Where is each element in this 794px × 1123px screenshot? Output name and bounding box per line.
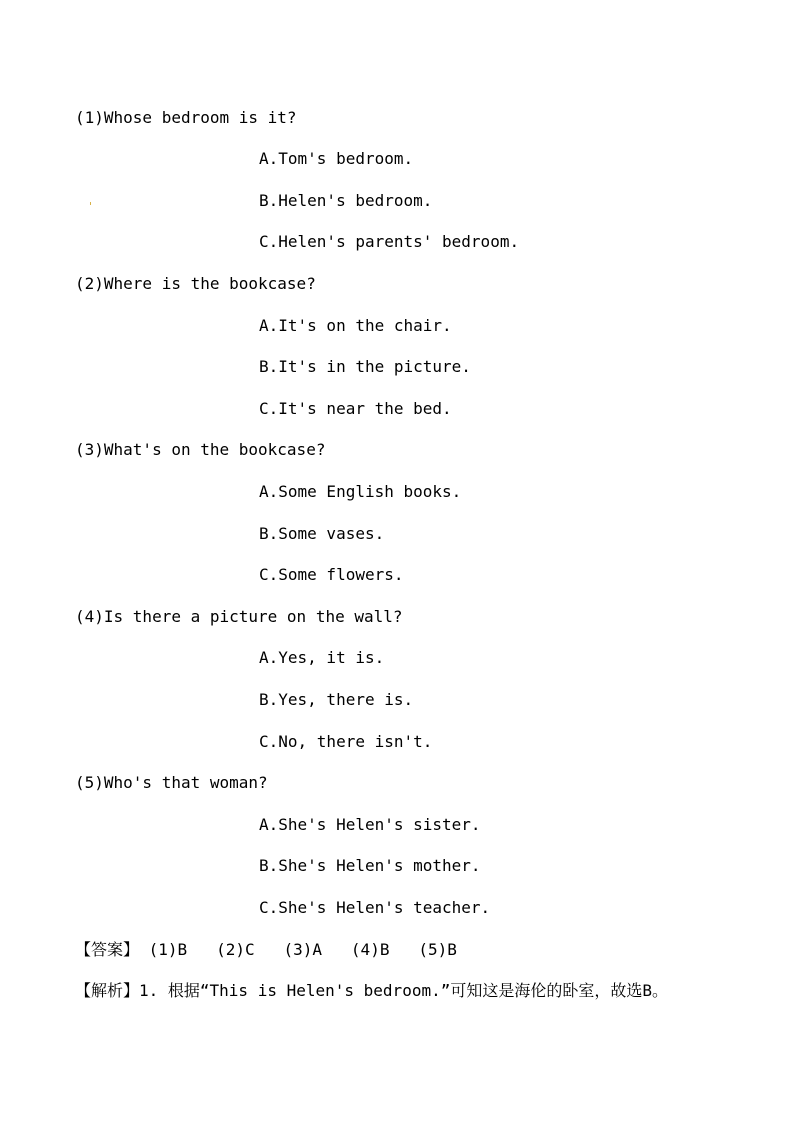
question-5-option-a: A.She's Helen's sister. (259, 815, 481, 834)
explanation-line: 【解析】1. 根据“This is Helen's bedroom.”可知这是海伦的卧室，故选B。 (75, 981, 668, 1000)
question-1-option-a: A.Tom's bedroom. (259, 149, 414, 168)
question-5-option-c: C.She's Helen's teacher. (259, 898, 491, 917)
question-2-option-a: A.It's on the chair. (259, 316, 452, 335)
question-4-option-b: B.Yes, there is. (259, 690, 414, 709)
answer-line: 【答案】 (1)B (2)C (3)A (4)B (5)B (75, 940, 457, 959)
question-2-option-c: C.It's near the bed. (259, 399, 452, 418)
question-2: (2)Where is the bookcase? (75, 274, 316, 293)
question-5: (5)Who's that woman? (75, 773, 268, 792)
stray-mark (90, 202, 91, 205)
question-4-option-c: C.No, there isn't. (259, 732, 433, 751)
question-1-option-c: C.Helen's parents' bedroom. (259, 232, 520, 251)
question-3-option-c: C.Some flowers. (259, 565, 404, 584)
question-1-option-b: B.Helen's bedroom. (259, 191, 433, 210)
question-2-option-b: B.It's in the picture. (259, 357, 471, 376)
question-3-option-b: B.Some vases. (259, 524, 385, 543)
question-3-option-a: A.Some English books. (259, 482, 462, 501)
question-4: (4)Is there a picture on the wall? (75, 607, 403, 626)
question-5-option-b: B.She's Helen's mother. (259, 856, 481, 875)
question-4-option-a: A.Yes, it is. (259, 648, 385, 667)
question-3: (3)What's on the bookcase? (75, 440, 326, 459)
question-1: (1)Whose bedroom is it? (75, 108, 297, 127)
